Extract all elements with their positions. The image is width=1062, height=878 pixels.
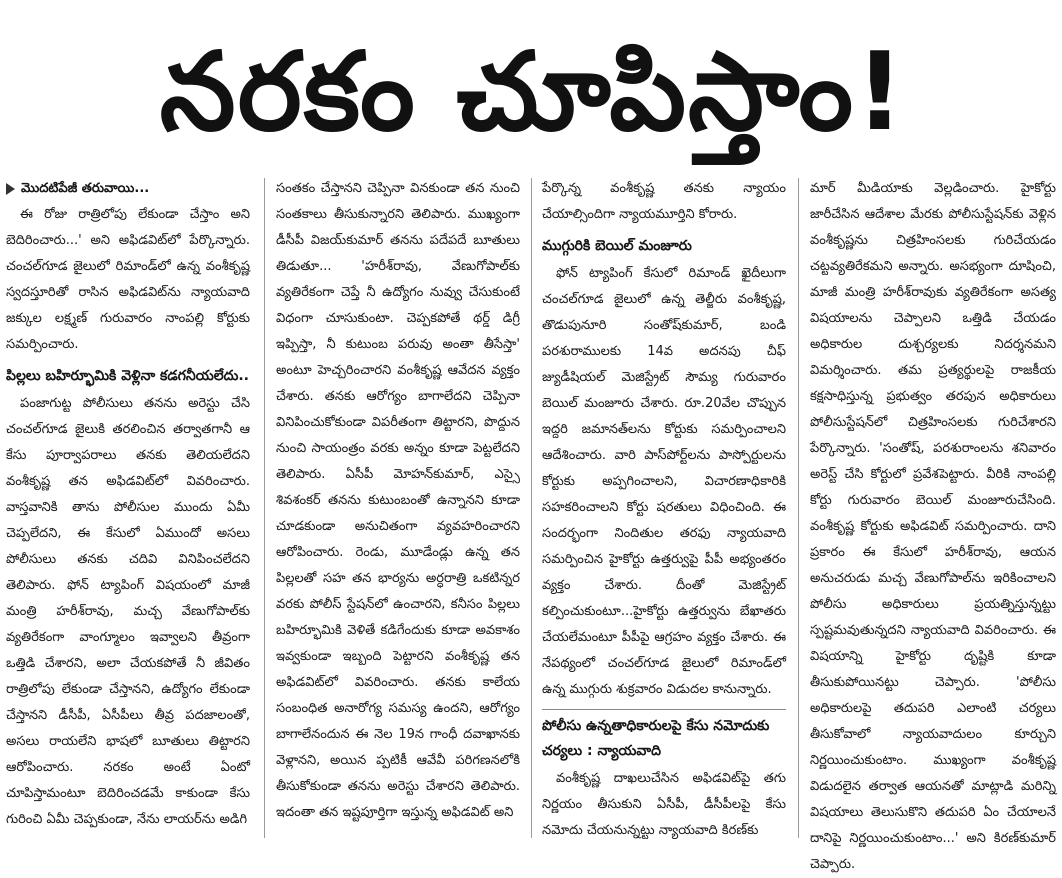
continued-label: మొదటిపేజీ తరువాయి... bbox=[21, 181, 150, 196]
column-divider bbox=[798, 178, 799, 838]
column-4 bbox=[810, 176, 1056, 872]
paragraph: సంతకం చేస్తానని చెప్పినా వినకుండా తన నుంచి సంతకాలు తీసుకున్నారని తెలిపారు. ముఖ్యంగా డీసీపీ విజయ్‌కుమార్ తనను పదేపదే బూతులు తిడుతూ... 'హరీశ్‌రావు, వేణుగోపాల్‌కు వ్యతిరేకంగా చెప్తే నీ ఉద్యోగం నువ్వు చేసుకుంటే విధంగా చూసుకుంటా. చెప్పకపోతే థర్డ్ డిగ్రీ ఇప్పిస్తా, నీ కుటుంబ పరువు అంతా తీసేస్తా' అంటూ హెచ్చరించారని వంశీకృష్ణ ఆవేదన వ్యక్తం చేశారు. తనకు ఆరోగ్యం బాగాలేదని చెప్పినా వినిపించుకోకుండా విపరీతంగా తిట్టారని, పొద్దున నుంచి సాయంత్రం వరకు అన్నం కూడా పెట్టలేదని తెలిపారు. ఏసీపీ మోహన్‌కుమార్, ఎస్సై శివశంకర్ తనను కుటుంబంతో ఉన్నానని కూడా చూడకుండా అనుచితంగా వ్యవహరించారని ఆరోపించారు. రెండు, మూడేండ్లు ఉన్న తన పిల్లలతో సహ తన భార్యను అర్ధరాత్రి ఒకటిన్నర వరకు పోలీస్ స్టేషన్‌లో ఉంచారని, కనీసం పిల్లలు బహిర్భూమికి వెళితే కడిగేందుకు కూడా అవకాశం ఇవ్వకుండా ఇబ్బంది పెట్టారని వంశీకృష్ణ తన అఫిడవిట్‌లో వివరించారు. తనకు కాలేయ సంబంధిత అనారోగ్య సమస్య ఉందని, ఆరోగ్యం బాగాలేనందున ఈ నెల 19న గాంధీ దవాఖానకు వెళ్లానని, అయిన ప్పటికీ ఆవేవీ పరిగణనలోకి తీసుకోకుండా తనను అరెస్టు చేశారని తెలిపారు. ఇదంతా తన ఇష్టపూర్తిగా ఇస్తున్న అఫిడవిట్ అని bbox=[276, 181, 520, 820]
paragraph: వంశీకృష్ణ దాఖలుచేసిన అఫిడవిట్‌పై తగు నిర్ణయం తీసుకుని ఏసీపీ, డీసీపీలపై కేసు నమోదు చేయనున్నట్టు న్యాయవాది కిరణ్‌కు bbox=[542, 771, 786, 838]
headline: నరకం చూపిస్తాం! bbox=[159, 30, 907, 155]
column-2 bbox=[276, 176, 520, 838]
paragraph: పంజాగుట్ట పోలీసులు తనను అరెస్టు చేసి చంచల్‌గూడ జైలుకి తరలించిన తర్వాతగానీ ఆ కేసు పూర్వాపరాలు తనకు తెలియలేదని వంశీకృష్ణ తన అఫిడవిట్‌లో వివరించారు. వాస్తవానికి తాను పోలీసుల ముందు ఏమీ చెప్పలేదని, ఈ కేసులో ఏముందో అసలు పోలీసులు తనకు చదివి వినిపించలేదని తెలిపారు. ఫోన్ ట్యాపింగ్ విషయంలో మాజీ మంత్రి హరీశ్‌రావు, మచ్చ వేణుగోపాల్‌కు వ్యతిరేకంగా వాంగ్మూలం ఇవ్వాలని తీవ్రంగా ఒత్తిడి చేశారని, అలా చేయకపోతే నీ జీవితం రాత్రిలోపు లేకుండా చేస్తానని, ఉద్యోగం లేకుండా చేస్తానని డీసీపీ, ఏసీపీలు తీవ్ర పదజాలంతో, అసలు రాయలేని భాషలో బూతులు తిట్టారని ఆరోపించారు. నరకం అంటే ఏంటో చూపిస్తామంటూ బెదిరించడమే కాకుండా కేసు గురించి ఏమీ చెప్పకుండా, నేను లాయర్‌ను అడిగి bbox=[6, 396, 250, 827]
continued-line bbox=[6, 176, 250, 202]
subheading: పోలీసు ఉన్నతాధికారులపై కేసు నమోదుకు చర్యలు : న్యాయవాది bbox=[542, 709, 786, 764]
paragraph: ఫోన్ ట్యాపింగ్ కేసులో రిమాండ్ ఖైదీలుగా చంచల్‌గూడ జైలులో ఉన్న తెల్జీరు వంశీకృష్ణ, తొడుపునూరి సంతోష్‌కుమార్, బండి పరశురాములకు 14వ అదనపు చీఫ్ జ్యుడీషియల్ మెజిస్ట్రేట్ సౌమ్య గురువారం బెయిల్ మంజూరు చేశారు. రూ.20వేల చొప్పున ఇద్దరి జమానత్‌లను కోర్టుకు సమర్పించాలని ఆదేశించారు. వారి పాస్‌పోర్ట్‌లను పాస్పోర్టులను కోర్టుకు అప్పగించాలని, విచారణాధికారికి సహకరించాలని కోర్టు షరతులు విధించింది. ఈ సందర్భంగా నిందితుల తరఫు న్యాయవాది సమర్పించిన హైకోర్టు ఉత్తర్వుపై పీపీ అభ్యంతరం వ్యక్తం చేశారు. దీంతో మెజిస్ట్రేట్ కల్పించుకుంటూ...హైకోర్టు ఉత్తర్వును బేఖాతరు చేయలేమంటూ పీపీపై ఆగ్రహం వ్యక్తం చేశారు. ఈ నేపథ్యంలో చంచల్‌గూడ జైలులో రిమాండ్‌లో ఉన్న ముగ్గురు శుక్రవారం విడుదల కానున్నారు. bbox=[542, 266, 786, 697]
paragraph: మార్ మీడియాకు వెల్లడించారు. హైకోర్టు జారీచేసిన ఆదేశాల మేరకు పోలీసుస్టేషన్‌కు వెళ్లిన వంశీకృష్ణను చిత్రహింసలకు గురిచేయడం చట్టవ్యతిరేకమని అన్నారు. అసభ్యంగా దూషించి, మాజీ మంత్రి హరీశ్‌రావుకు వ్యతిరేకంగా అసత్య విషయాలను చెప్పాలని ఒత్తిడి చేయడం అధికారుల దుశ్చర్యలకు నిదర్శనమని విమర్శించారు. తమ ప్రత్యర్థులపై రాజకీయ కక్షసాధిస్తున్న ప్రభుత్వం తరపున అధికారులు పోలీసుస్టేషన్‌లో చిత్రహింసలకు గురిచేశారని పేర్కొన్నారు. 'సంతోష్, పరశురాంలను శనివారం అరెస్ట్ చేసి కోర్టులో ప్రవేశపెట్టారు. వీరికి నాంపల్లి కోర్టు గురువారం బెయిల్ మంజూరుచేసింది. వంశీకృష్ణ కోర్టుకు అఫిడవిట్ సమర్పించారు. దాని ప్రకారం ఈ కేసులో హరీశ్‌రావు, ఆయన అనుచరుడు మచ్చ వేణుగోపాల్‌ను ఇరికించాలని పోలీసు అధికారులు ప్రయత్నిస్తున్నట్టు స్పష్టమవుతున్నదని న్యాయవాది వివరించారు. ఈ విషయాన్ని హైకోర్టు దృష్టికి కూడా తీసుకుపోయినట్టు చెప్పారు. 'పోలీసు అధికారులపై తదుపరి ఎలాంటి చర్యలు తీసుకోవాలో న్యాయవాదులం కూర్చుని నిర్ణయించుకుంటాం. ముఖ్యంగా వంశీకృష్ణ విడుదలైన తర్వాత ఆయనతో మాట్లాడి మరిన్ని విషయాలు తెలుసుకొని తదుపరి ఏం చేయాలనే దానిపై నిర్ణయించుకుంటాం...' అని కిరణ్‌కుమార్ చెప్పారు. bbox=[810, 181, 1056, 872]
column-divider bbox=[531, 178, 532, 838]
subheading: పిల్లలు బహిర్భూమికి వెళ్లినా కడగనీయలేదు.. bbox=[6, 368, 249, 384]
paragraph: పేర్కొన్న వంశీకృష్ణ తనకు న్యాయం చేయాల్సిందిగా న్యాయమూర్తిని కోరారు. bbox=[542, 181, 786, 222]
column-1 bbox=[6, 176, 250, 838]
column-divider bbox=[264, 178, 265, 838]
column-3 bbox=[542, 176, 786, 838]
triangle-bullet-icon bbox=[6, 183, 15, 195]
paragraph: ఈ రోజు రాత్రిలోపు లేకుండా చేస్తాం అని బెదిరించారు...' అని అఫిడవిట్‌లో పేర్కొన్నారు. చంచల్‌గూడ జైలులో రిమాండ్‌లో ఉన్న వంశీకృష్ణ స్వదస్తూరితో రాసిన అఫిడవిట్‌ను న్యాయవాది జక్కుల లక్ష్మణ్ గురువారం నాంపల్లి కోర్టుకు సమర్పించారు. bbox=[6, 207, 250, 352]
subheading: ముగ్గురికి బెయిల్ మంజూరు bbox=[542, 238, 692, 254]
